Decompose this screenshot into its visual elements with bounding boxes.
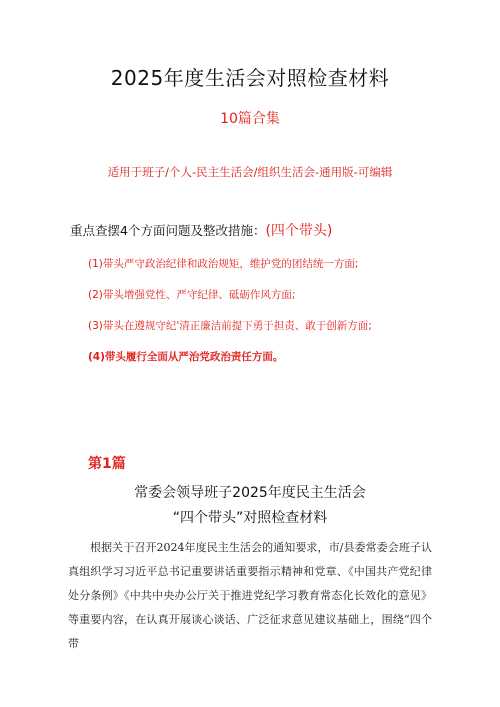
focus-items-list bbox=[88, 256, 372, 380]
section-title-line1: 常委会领导班子2025年度民主生活会 bbox=[134, 485, 366, 501]
focus-highlight: (四个带头) bbox=[265, 223, 333, 239]
focus-label: 重点查摆4个方面问题及整改措施： bbox=[70, 223, 266, 238]
body-paragraph: 根据关于召开2024年度民主生活会的通知要求，市/县委常委会班子认真组织学习习近平总书记重要讲话重要指示精神和党章、《中国共产党纪律处分条例》《中共中央办公厅关于推进党纪学习教育常态化长效化的意见》等重要内容，在认真开展谈心谈话、广泛征求意见建议基础上，围绕“四个带 bbox=[68, 541, 432, 650]
part-label: 第1篇 bbox=[88, 456, 126, 472]
section-title-line2: “四个带头”对照检查材料 bbox=[172, 510, 328, 526]
document-title: 2025年度生活会对照检查材料 bbox=[110, 66, 390, 90]
focus-item-3: (3)带头在遵规守纪'清正廉洁前提下勇于担责、敢于创新方面; bbox=[88, 320, 372, 332]
focus-item-4: (4)带头履行全面从严治党政治责任方面。 bbox=[88, 351, 284, 363]
focus-heading bbox=[70, 220, 332, 240]
focus-item-2: (2)带头增强党性、严守纪律、砥砺作风方面; bbox=[88, 289, 296, 301]
focus-item-1: (1)带头严守政治纪律和政治规矩，维护党的团结统一方面; bbox=[88, 258, 359, 270]
applicable-note: 适用于班子/个人-民主生活会/组织生活会-通用版-可编辑 bbox=[107, 165, 393, 179]
collection-subtitle: 10篇合集 bbox=[220, 111, 280, 127]
